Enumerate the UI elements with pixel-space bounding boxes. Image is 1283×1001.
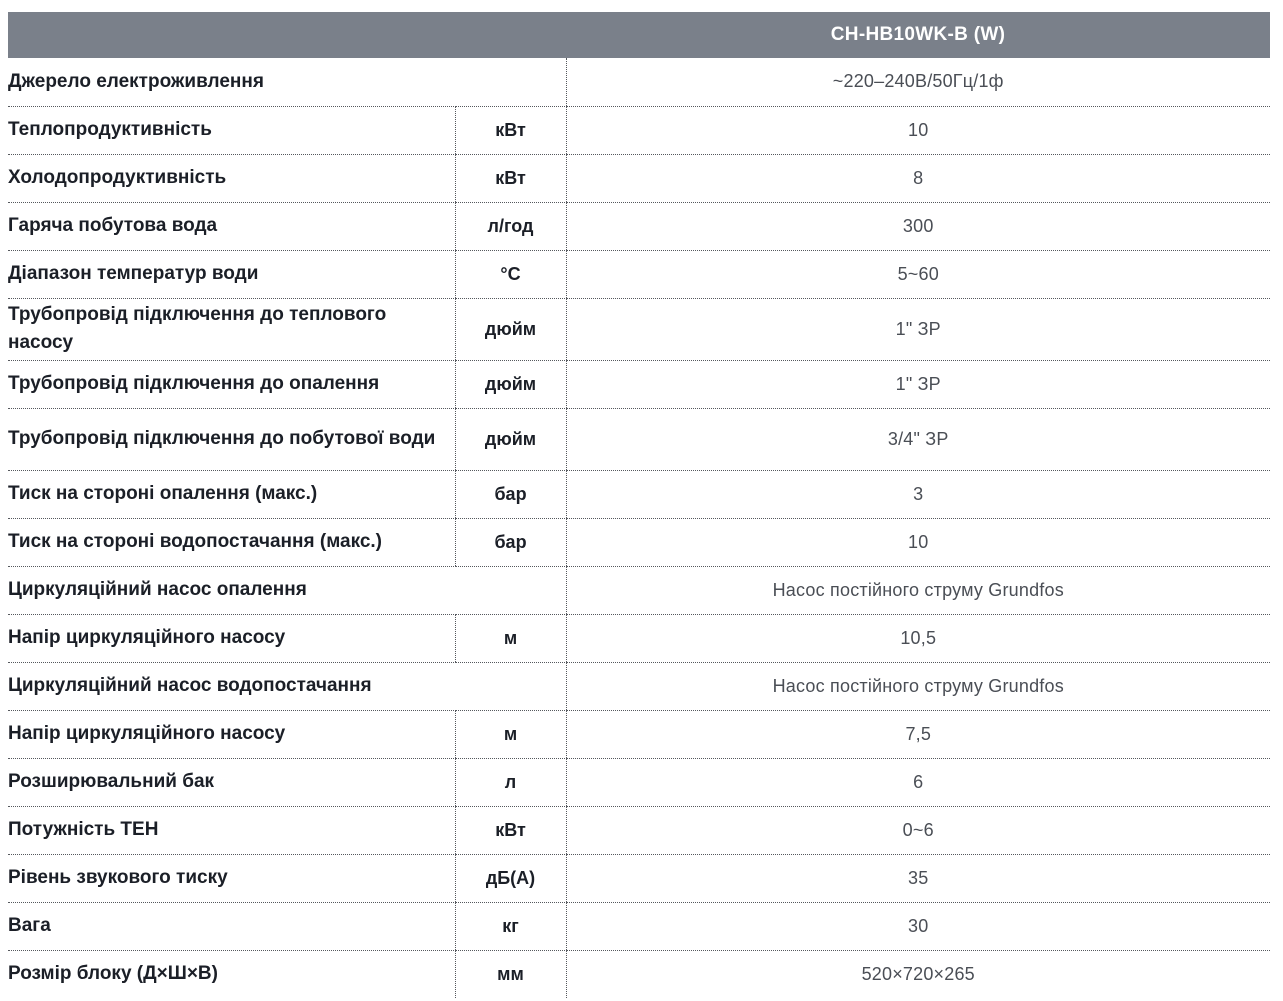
param-name: Потужність ТЕН bbox=[8, 806, 455, 854]
param-value: 7,5 bbox=[566, 710, 1270, 758]
param-value: Насос постійного струму Grundfos bbox=[566, 662, 1270, 710]
param-name: Циркуляційний насос водопостачання bbox=[8, 662, 566, 710]
table-row bbox=[8, 710, 1270, 758]
param-unit: дюйм bbox=[455, 298, 566, 360]
param-unit: л/год bbox=[455, 202, 566, 250]
param-unit: кВт bbox=[455, 106, 566, 154]
param-name: Гаряча побутова вода bbox=[8, 202, 455, 250]
table-row bbox=[8, 566, 1270, 614]
param-value: 35 bbox=[566, 854, 1270, 902]
param-unit: л bbox=[455, 758, 566, 806]
param-name: Трубопровід підключення до побутової води bbox=[8, 408, 455, 470]
table-row bbox=[8, 854, 1270, 902]
param-value: 6 bbox=[566, 758, 1270, 806]
param-value: 1" ЗР bbox=[566, 298, 1270, 360]
param-name: Циркуляційний насос опалення bbox=[8, 566, 566, 614]
param-name: Тиск на стороні водопостачання (макс.) bbox=[8, 518, 455, 566]
param-value: Насос постійного струму Grundfos bbox=[566, 566, 1270, 614]
table-row bbox=[8, 470, 1270, 518]
table-row bbox=[8, 518, 1270, 566]
param-unit: дюйм bbox=[455, 408, 566, 470]
param-unit: м bbox=[455, 614, 566, 662]
spec-table bbox=[8, 12, 1270, 998]
param-value: 10 bbox=[566, 106, 1270, 154]
table-row bbox=[8, 360, 1270, 408]
param-value: 3/4" ЗР bbox=[566, 408, 1270, 470]
model-title: CH-HB10WK-B (W) bbox=[566, 12, 1270, 58]
param-unit: кг bbox=[455, 902, 566, 950]
param-name: Розмір блоку (Д×Ш×В) bbox=[8, 963, 218, 985]
param-value: 10,5 bbox=[566, 614, 1270, 662]
param-unit: бар bbox=[455, 470, 566, 518]
table-header-row bbox=[8, 12, 1270, 58]
param-unit: дБ(А) bbox=[455, 854, 566, 902]
param-value: 30 bbox=[566, 902, 1270, 950]
param-unit: кВт bbox=[455, 154, 566, 202]
param-name: Джерело електроживлення bbox=[8, 58, 566, 106]
table-row bbox=[8, 58, 1270, 106]
param-unit: м bbox=[455, 710, 566, 758]
param-name: Трубопровід підключення до теплового насосу bbox=[8, 298, 455, 360]
param-name: Напір циркуляційного насосу bbox=[8, 710, 455, 758]
param-value: 300 bbox=[566, 202, 1270, 250]
param-name: Рівень звукового тиску bbox=[8, 854, 455, 902]
param-value: 1" ЗР bbox=[566, 360, 1270, 408]
param-name: Теплопродуктивність bbox=[8, 106, 455, 154]
table-row bbox=[8, 758, 1270, 806]
param-value: 0~6 bbox=[566, 806, 1270, 854]
param-unit: °С bbox=[455, 250, 566, 298]
param-name: Трубопровід підключення до опалення bbox=[8, 360, 455, 408]
table-row bbox=[8, 202, 1270, 250]
table-row bbox=[8, 408, 1270, 470]
table-row bbox=[8, 106, 1270, 154]
param-name: Холодопродуктивність bbox=[8, 154, 455, 202]
param-name: Діапазон температур води bbox=[8, 250, 455, 298]
table-row bbox=[8, 806, 1270, 854]
param-value: 5~60 bbox=[566, 250, 1270, 298]
param-name: Вага bbox=[8, 902, 455, 950]
table-row bbox=[8, 250, 1270, 298]
param-unit: бар bbox=[455, 518, 566, 566]
param-name: Тиск на стороні опалення (макс.) bbox=[8, 470, 455, 518]
param-unit: кВт bbox=[455, 806, 566, 854]
param-unit: мм bbox=[455, 950, 566, 998]
param-value: ~220–240В/50Гц/1ф bbox=[566, 58, 1270, 106]
header-spacer bbox=[8, 12, 566, 58]
table-row bbox=[8, 950, 1270, 998]
param-name: Напір циркуляційного насосу bbox=[8, 614, 455, 662]
param-value: 3 bbox=[566, 470, 1270, 518]
table-row bbox=[8, 662, 1270, 710]
param-unit: дюйм bbox=[455, 360, 566, 408]
table-row bbox=[8, 298, 1270, 360]
table-row bbox=[8, 154, 1270, 202]
param-value: 10 bbox=[566, 518, 1270, 566]
param-name: Розширювальний бак bbox=[8, 758, 455, 806]
table-row bbox=[8, 902, 1270, 950]
table-row bbox=[8, 614, 1270, 662]
param-value: 8 bbox=[566, 154, 1270, 202]
param-value: 520×720×265 bbox=[566, 950, 1270, 998]
